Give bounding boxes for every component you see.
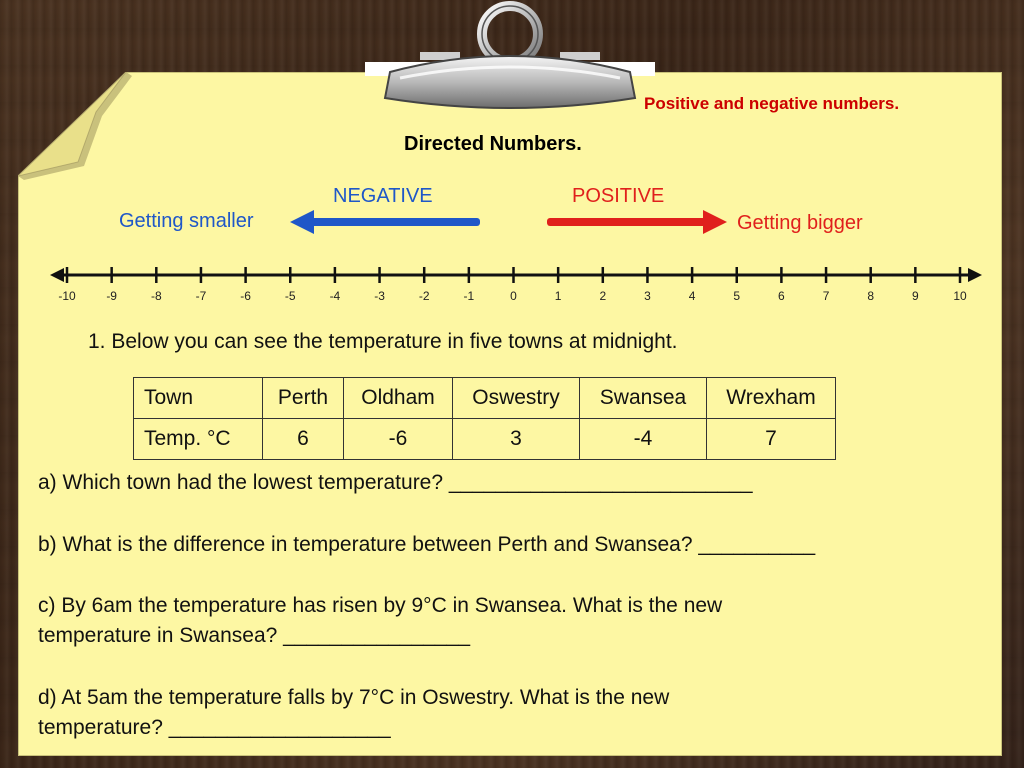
table-cell: -6	[344, 419, 453, 460]
page-title: Directed Numbers.	[404, 133, 582, 155]
number-line-tick-label: 10	[953, 289, 967, 303]
table-cell: Swansea	[580, 378, 707, 419]
number-line-tick-label: 0	[510, 289, 517, 303]
number-line-tick-label: -7	[195, 289, 207, 303]
number-line-tick-label: 9	[912, 289, 919, 303]
number-line-tick-label: -3	[374, 289, 385, 303]
number-line-tick-label: -9	[106, 289, 117, 303]
question-c-line-2: temperature in Swansea? ________________	[38, 624, 471, 647]
number-line-tick-label: -1	[463, 289, 475, 303]
table-cell: Town	[134, 378, 263, 419]
folded-corner	[18, 72, 133, 182]
question-a: a) Which town had the lowest temperature? __________________________	[38, 471, 753, 494]
number-line-tick-label: 5	[733, 289, 741, 303]
table-cell: Oswestry	[453, 378, 580, 419]
table-cell: Perth	[263, 378, 344, 419]
arrow-right-icon	[545, 208, 729, 236]
number-line-tick-label: 6	[778, 289, 785, 303]
table-cell: Oldham	[344, 378, 453, 419]
table-cell: 3	[453, 419, 580, 460]
negative-label: NEGATIVE	[333, 185, 433, 207]
number-line-tick-label: -4	[329, 289, 341, 303]
table-cell: -4	[580, 419, 707, 460]
question-1-intro: 1. Below you can see the temperature in five towns at midnight.	[88, 330, 678, 353]
number-line	[50, 262, 982, 306]
question-b: b) What is the difference in temperature between Perth and Swansea? __________	[38, 533, 816, 556]
number-line-tick-label: 8	[867, 289, 875, 303]
table-row	[134, 378, 836, 419]
number-line-tick-label: -6	[240, 289, 251, 303]
arrow-left-icon	[288, 208, 484, 236]
number-line-tick-label: -8	[150, 289, 162, 303]
number-line-left-arrow-icon	[50, 268, 64, 282]
temperature-table	[133, 377, 836, 460]
header-subtitle: Positive and negative numbers.	[644, 94, 900, 113]
number-line-tick-label: -10	[58, 289, 76, 303]
number-line-tick-label: 2	[599, 289, 607, 303]
number-line-tick-label: -2	[418, 289, 430, 303]
question-c-line-1: c) By 6am the temperature has risen by 9°C in Swansea. What is the new	[38, 594, 723, 617]
number-line-tick-label: 1	[554, 289, 562, 303]
number-line-tick-label: 3	[644, 289, 651, 303]
negative-caption: Getting smaller	[119, 210, 254, 232]
table-row	[134, 419, 836, 460]
question-d-line-2: temperature? ___________________	[38, 716, 391, 739]
clipboard-clip-icon	[360, 0, 660, 118]
number-line-tick-label: 7	[822, 289, 830, 303]
number-line-right-arrow-icon	[968, 268, 982, 282]
number-line-tick-label: 4	[688, 289, 696, 303]
number-line-tick-label: -5	[284, 289, 296, 303]
table-cell: 7	[707, 419, 836, 460]
table-cell: 6	[263, 419, 344, 460]
table-cell: Temp. °C	[134, 419, 263, 460]
table-cell: Wrexham	[707, 378, 836, 419]
question-d-line-1: d) At 5am the temperature falls by 7°C in Oswestry. What is the new	[38, 686, 670, 709]
positive-label: POSITIVE	[572, 185, 665, 207]
positive-caption: Getting bigger	[737, 212, 863, 234]
